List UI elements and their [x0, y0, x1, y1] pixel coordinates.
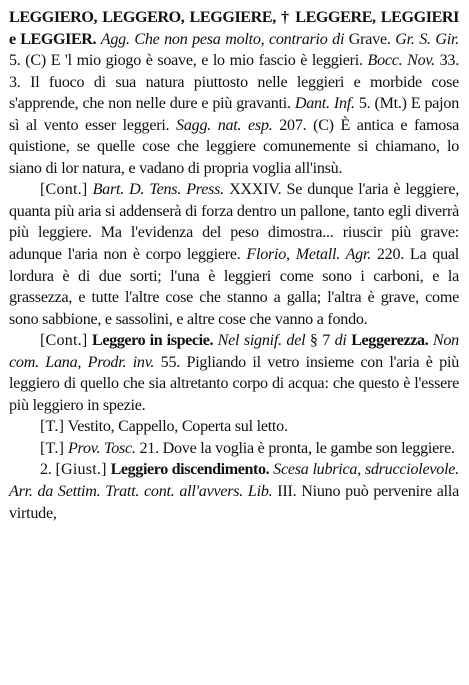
entry-text: 21. Dove la voglia è pronta, le gambe son leggiere.	[139, 439, 455, 457]
headword: LEGGIERO, LEGGERO, LEGGIERE, † LEGGERE, LEGGIERI e LEGGIER.	[9, 9, 459, 48]
cross-reference: Leggerezza.	[351, 332, 429, 350]
entry-paragraph-definition	[9, 7, 459, 179]
definition-text: Che non pesa molto, contrario di	[134, 30, 345, 48]
entry-paragraph-sense-2	[9, 459, 459, 524]
citation-source: Prov. Tosc.	[67, 439, 136, 457]
entry-paragraph-t-1	[9, 416, 459, 438]
citation-note: Nel signif. del	[217, 332, 306, 350]
entry-text: XXXIV. Se dunque l'aria è leggiere, quanta più aria si addenserà di forza dentro un pallone, tanto egli diverrà più leggiere. Ma l'evidenza del peso dimostra... riuscir più grave: adunque l'aria non è corpo leggiere.	[9, 181, 459, 264]
entry-paragraph-cont-1	[9, 179, 459, 330]
entry-text: Vestito, Cappello, Coperta sul letto.	[67, 418, 288, 436]
citation-note: di	[334, 332, 347, 350]
entry-text: 33. 3. Il fuoco di sua natura piuttosto nelle leggieri e morbide cose s'apprende, che non nelle dure e più gravanti.	[9, 52, 459, 113]
entry-paragraph-t-2	[9, 438, 459, 460]
entry-text: § 7	[309, 332, 331, 350]
subentry-headword: Leggiero discendimento.	[110, 461, 270, 479]
editor-tag: [Cont.]	[40, 181, 88, 199]
entry-text: 220. La qual lordura è di due sorti; l'una è leggieri come sono i carboni, e la grassezza, e tutte l'altre cose che stanno a galla; l'altra è grave, come sono sabbione, e sassolini, e altre cose che vanno a fondo.	[9, 246, 460, 328]
sense-number: 2.	[40, 461, 52, 479]
entry-text: 55. Pigliando il vetro insieme con l'aria è più leggiero di quello che sia altretanto corpo di acqua: che questo è l'essere più leggiero in spezie.	[9, 353, 459, 414]
subentry-headword: Leggero in ispecie.	[92, 332, 214, 350]
entry-text: 207. (C) È antica e famosa quistione, se quelle cose che leggiere comunemente si chiamano, lo siano di lor natura, e vadano di propria voglia all'insù.	[9, 116, 460, 177]
citation-source: Gr. S. Gir.	[395, 30, 459, 48]
entry-text: III. Niuno può pervenire alla virtude,	[9, 483, 459, 522]
citation-source: Dant. Inf.	[294, 95, 355, 113]
citation-source: Bocc. Nov.	[367, 52, 435, 70]
citation-source: Scesa lubrica, sdrucciolevole. Arr. da Settim. Tratt. cont. all'avvers. Lib.	[9, 461, 459, 501]
citation-source: Sagg. nat. esp.	[176, 116, 273, 134]
citation-source: Non com. Lana, Prodr. inv.	[9, 332, 459, 371]
entry-text: 5. (Mt.) E pajon sì al vento esser leggeri.	[9, 95, 459, 134]
citation-source: Florio, Metall. Agr.	[246, 246, 371, 264]
editor-tag: [Giust.]	[55, 461, 107, 479]
citation-source: Bart. D. Tens. Press.	[92, 181, 224, 199]
entry-text: 5. (C) E 'l mio giogo è soave, e lo mio fascio è leggieri.	[9, 52, 363, 70]
entry-paragraph-cont-2	[9, 330, 459, 416]
editor-tag: [T.]	[40, 439, 65, 457]
entry-text: Grave.	[348, 30, 391, 48]
editor-tag: [T.]	[40, 418, 65, 436]
editor-tag: [Cont.]	[40, 332, 88, 350]
part-of-speech: Agg.	[100, 30, 130, 48]
